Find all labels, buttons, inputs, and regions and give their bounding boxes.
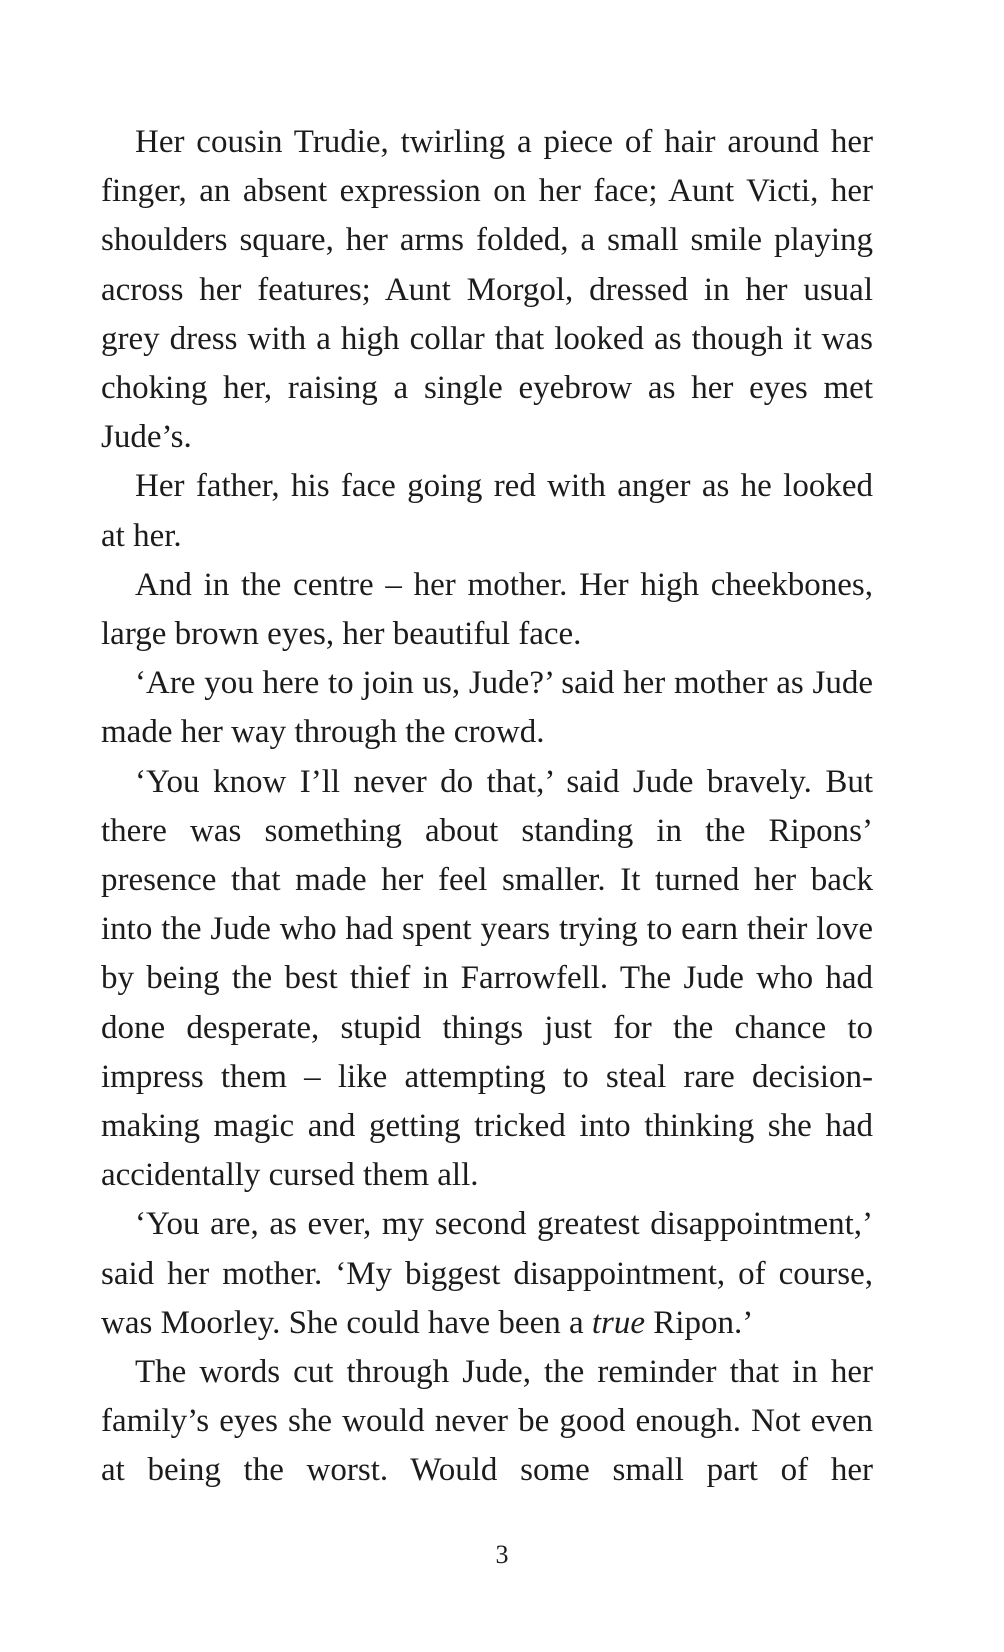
paragraph-6-text-before: ‘You are, as ever, my second greatest disappointment,’ said her mother. ‘My biggest disappointment, of course, was Moorley. She could have been a xyxy=(101,1206,873,1341)
page-number: 3 xyxy=(495,1540,509,1569)
paragraph-6-text-after: Ripon.’ xyxy=(645,1304,754,1341)
paragraph-6-emphasis: true xyxy=(591,1304,646,1341)
paragraph-6 xyxy=(101,1200,873,1348)
paragraph-5: ‘You know I’ll never do that,’ said Jude bravely. But there was something about standing in the Ripons’ presence that made her feel smaller. It turned her back into the Jude who had spent years trying to earn their love by being the best thief in Farrowfell. The Jude who had done desperate, stupid things just for the chance to impress them – like attempting to steal rare decision-making magic and getting tricked into thinking she had accidentally cursed them all. xyxy=(101,763,873,1194)
paragraph-7: The words cut through Jude, the reminder that in her family’s eyes she would never be good enough. Not even at being the worst. Would some small part of her xyxy=(101,1354,873,1489)
body-text xyxy=(101,118,873,1496)
paragraph-1: Her cousin Trudie, twirling a piece of hair around her finger, an absent expression on her face; Aunt Victi, her shoulders square, her arms folded, a small smile playing across her features; Aunt Morgol, dressed in her usual grey dress with a high collar that looked as though it was choking her, raising a single eyebrow as her eyes met Jude’s. xyxy=(101,124,873,456)
paragraph-2: Her father, his face going red with anger as he looked at her. xyxy=(101,468,873,554)
paragraph-4: ‘Are you here to join us, Jude?’ said her mother as Jude made her way through the crowd. xyxy=(101,665,873,751)
paragraph-3: And in the centre – her mother. Her high cheekbones, large brown eyes, her beautiful face. xyxy=(101,566,873,653)
